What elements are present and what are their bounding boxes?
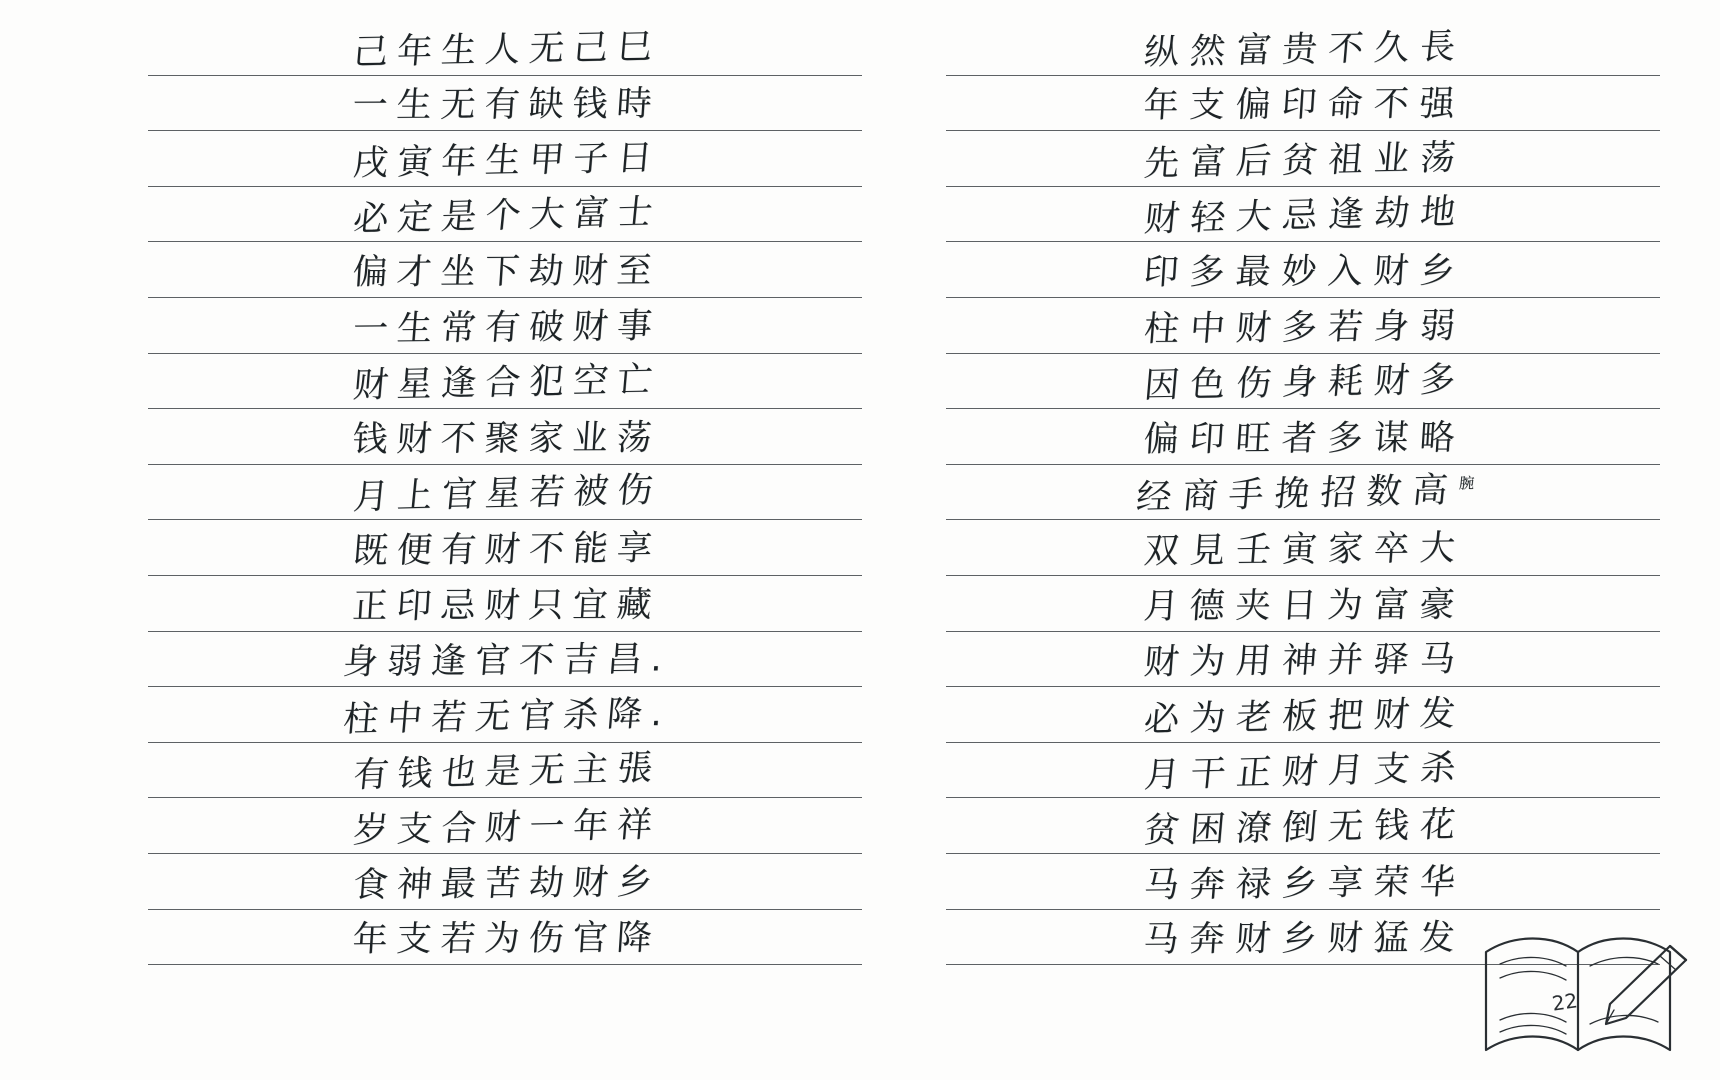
line-text: 月德夹日为富豪 — [1142, 584, 1467, 627]
line-text: 戌寅年生甲子日 — [351, 137, 663, 184]
line-text: 贫困潦倒无钱花 — [1142, 804, 1468, 851]
line-text: 既便有财不能享 — [351, 528, 663, 572]
handwritten-line — [148, 409, 862, 465]
annotation-correction: 腕 — [1458, 474, 1476, 493]
line-text: 年支偏印命不强 — [1142, 84, 1467, 127]
line-text: 马奔财乡财猛发 — [1142, 918, 1467, 960]
handwritten-line — [946, 298, 1660, 354]
handwritten-line — [946, 854, 1660, 910]
handwritten-line — [148, 242, 862, 298]
line-text: 因色伤身耗财多 — [1142, 359, 1468, 407]
line-text: 财为用神并驿马 — [1142, 639, 1468, 683]
handwritten-line — [946, 687, 1660, 743]
top-spacer-right — [946, 10, 1660, 20]
doodle-page-number: 22 — [1550, 988, 1579, 1016]
handwritten-line — [946, 354, 1660, 410]
handwritten-line — [148, 520, 862, 576]
line-text: 财轻大忌逢劫地 — [1142, 192, 1469, 241]
left-ruled-sheet — [148, 0, 862, 1080]
line-text: 印多最妙入财乡 — [1142, 251, 1467, 293]
right-ruled-sheet — [946, 0, 1660, 1080]
line-text: 月干正财月支杀 — [1142, 748, 1469, 797]
line-text: 偏才坐下劫财至 — [351, 251, 662, 293]
line-text: 必定是个大富士 — [351, 192, 664, 241]
handwritten-line — [946, 131, 1660, 187]
line-text: 柱中财多若身弱 — [1142, 305, 1468, 350]
line-text: 马奔禄乡享荣华 — [1142, 861, 1468, 906]
right-column — [884, 0, 1720, 1080]
line-text: 己年生人无己巳 — [351, 26, 663, 73]
handwritten-line — [946, 743, 1660, 799]
handwritten-line — [148, 20, 862, 76]
line-text: 纵然富贵不久長 — [1142, 26, 1468, 73]
handwritten-line — [148, 354, 862, 410]
handwritten-line — [148, 798, 862, 854]
handwritten-line — [148, 131, 862, 187]
line-text: 偏印旺者多谋略 — [1142, 417, 1467, 460]
line-text: 年支若为伤官降 — [351, 918, 662, 960]
handwritten-line-with-annotation — [946, 465, 1660, 521]
handwritten-line — [148, 576, 862, 632]
line-text: 一生无有缺钱時 — [351, 84, 662, 126]
handwritten-line — [148, 687, 862, 743]
line-text: 岁支合财一年祥 — [351, 804, 663, 851]
line-text: 一生常有破财事 — [351, 305, 663, 350]
line-text: 月上官星若被伤 — [351, 470, 664, 519]
handwritten-line — [946, 910, 1660, 966]
handwritten-line — [946, 632, 1660, 688]
handwritten-line — [148, 298, 862, 354]
handwritten-line — [946, 242, 1660, 298]
line-text: 正印忌财只宜藏 — [351, 584, 662, 627]
line-text: 有钱也是无主張 — [351, 748, 664, 797]
line-text: 柱中若无官杀降. — [341, 693, 673, 740]
handwritten-line — [148, 910, 862, 966]
handwritten-line — [946, 20, 1660, 76]
line-text: 食神最苦劫财乡 — [351, 861, 663, 906]
handwritten-line — [946, 187, 1660, 243]
handwritten-line — [148, 743, 862, 799]
handwritten-line — [946, 798, 1660, 854]
line-text: 钱财不聚家业荡 — [351, 417, 662, 460]
handwritten-line — [946, 576, 1660, 632]
line-text: 身弱逢官不吉昌. — [341, 639, 673, 683]
handwritten-line — [148, 854, 862, 910]
handwritten-line — [148, 465, 862, 521]
handwritten-line — [148, 76, 862, 132]
line-text: 双見壬寅家卒大 — [1142, 528, 1468, 572]
line-text: 先富后贫祖业荡 — [1142, 137, 1468, 184]
handwritten-line — [148, 187, 862, 243]
line-text-main: 经商手挽招数高 — [1135, 470, 1461, 519]
line-text — [1135, 470, 1476, 523]
handwritten-line — [946, 409, 1660, 465]
line-text: 必为老板把财发 — [1142, 693, 1468, 740]
line-text: 财星逢合犯空亡 — [351, 360, 663, 407]
handwritten-line — [148, 632, 862, 688]
top-spacer-left — [148, 10, 862, 20]
handwritten-line — [946, 520, 1660, 576]
handwritten-line — [946, 76, 1660, 132]
